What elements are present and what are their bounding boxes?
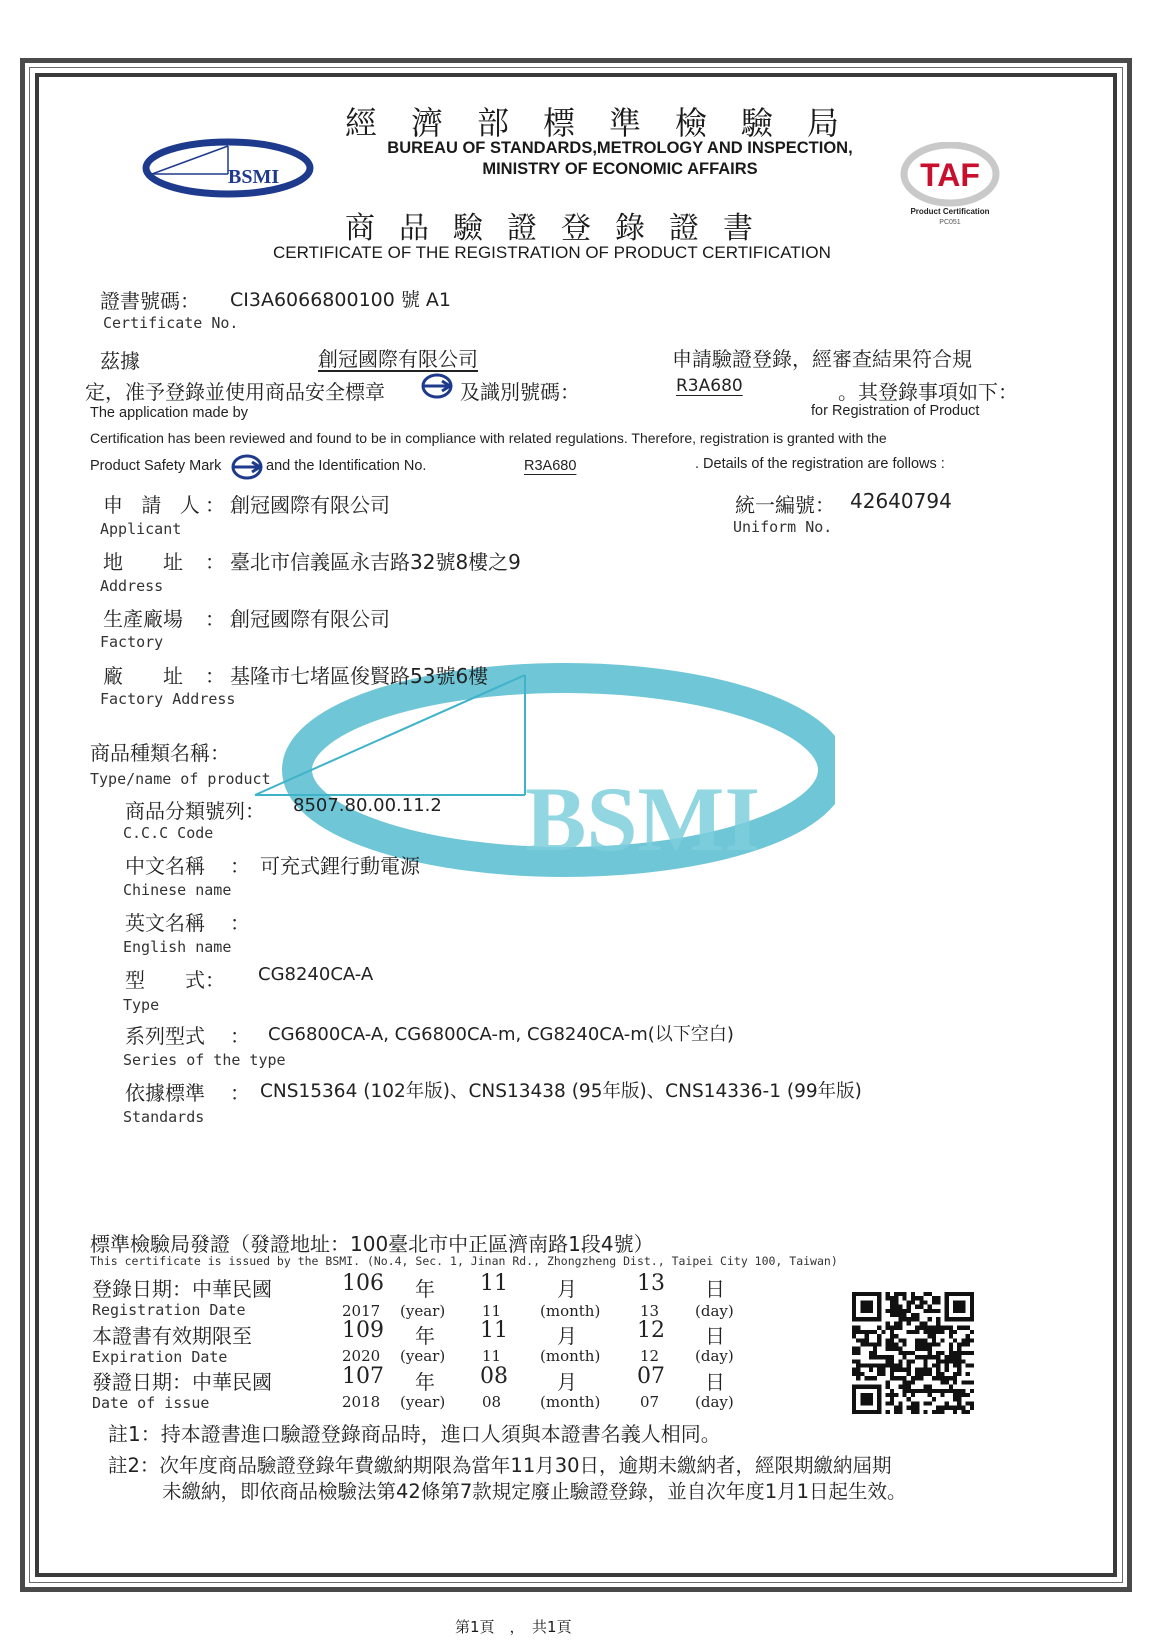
address-label-en: Address [100, 577, 164, 595]
registration-day-unit-en: (day) [695, 1302, 734, 1320]
certificate-title-zh: 商品驗證登錄證書 [345, 211, 777, 246]
bsmi-logo [140, 138, 315, 198]
registration-month: 11 [480, 1271, 508, 1296]
product-heading: 商品種類名稱： [90, 741, 230, 765]
expiration-ad-year: 2020 [342, 1347, 381, 1365]
factory-address-label: 廠 址 [103, 664, 183, 688]
taf-caption: Product Certification [910, 207, 990, 216]
english-name-colon: ： [230, 911, 250, 935]
factory-value: 創冠國際有限公司 [230, 607, 390, 631]
expiration-month: 11 [480, 1318, 508, 1343]
bureau-title-zh: 經濟部標準檢驗局 [345, 104, 874, 142]
registration-year-unit: 年 [415, 1277, 435, 1301]
uniform-no-label: 統一編號： [735, 493, 835, 517]
factory-address-colon: ： [205, 664, 225, 688]
certificate-no-label-en: Certificate No. [103, 314, 239, 332]
issue-date-label-en: Date of issue [92, 1394, 210, 1412]
standards-colon: ： [230, 1081, 250, 1105]
bureau-title-en-line2: MINISTRY OF ECONOMIC AFFAIRS [482, 160, 758, 178]
english-name-label-en: English name [123, 938, 232, 956]
chinese-name-colon: ： [230, 854, 250, 878]
statement-part1: 茲據 [100, 349, 140, 373]
factory-label-en: Factory [100, 633, 164, 651]
registration-day-unit: 日 [705, 1277, 725, 1301]
statement-en-line3-b: and the Identification No. [266, 458, 427, 474]
issue-date-label: 發證日期：中華民國 [92, 1370, 272, 1394]
address-label: 地 址 [103, 550, 183, 574]
english-name-label: 英文名稱 [125, 911, 205, 935]
statement-en-line3-id: R3A680 [524, 458, 577, 474]
issue-day-unit: 日 [705, 1370, 725, 1394]
issue-roc-year: 107 [342, 1364, 384, 1389]
type-value: CG8240CA-A [258, 964, 374, 985]
chinese-name-value: 可充式鋰行動電源 [260, 854, 420, 878]
ccc-label-en: C.C.C Code [123, 824, 214, 842]
expiration-ad-month: 11 [482, 1347, 502, 1365]
registration-month-unit: 月 [557, 1277, 577, 1301]
expiration-year-unit-en: (year) [400, 1347, 446, 1365]
registration-roc-year: 106 [342, 1271, 384, 1296]
issue-year-unit: 年 [415, 1370, 435, 1394]
issued-by-zh: 標準檢驗局發證（發證地址：100臺北市中正區濟南路1段4號） [90, 1232, 654, 1256]
standards-value: CNS15364 (102年版)、CNS13438 (95年版)、CNS14336-1 (99年版) [260, 1081, 862, 1102]
taf-logo [895, 142, 1005, 232]
registration-month-unit-en: (month) [540, 1302, 601, 1320]
expiration-day-unit-en: (day) [695, 1347, 734, 1365]
expiration-day-unit: 日 [705, 1324, 725, 1348]
issue-day: 07 [637, 1364, 665, 1389]
statement-en-line3-a: Product Safety Mark [90, 458, 222, 474]
expiration-roc-year: 109 [342, 1318, 384, 1343]
factory-address-label-en: Factory Address [100, 690, 236, 708]
issue-month: 08 [480, 1364, 508, 1389]
registration-date-label: 登錄日期：中華民國 [92, 1277, 272, 1301]
expiration-date-label-en: Expiration Date [92, 1348, 228, 1366]
registration-ad-year: 2017 [342, 1302, 381, 1320]
uniform-no-label-en: Uniform No. [733, 518, 833, 536]
watermark-bsmi-text: BSMI [525, 768, 761, 870]
chinese-name-label-en: Chinese name [123, 881, 232, 899]
registration-day: 13 [637, 1271, 665, 1296]
ccc-value: 8507.80.00.11.2 [293, 795, 442, 816]
issue-month-unit: 月 [557, 1370, 577, 1394]
chinese-name-label: 中文名稱 [125, 854, 205, 878]
ccc-label: 商品分類號列： [125, 799, 265, 823]
issue-ad-day: 07 [640, 1393, 660, 1411]
expiration-ad-day: 12 [640, 1347, 660, 1365]
expiration-date-label: 本證書有效期限至 [92, 1324, 252, 1348]
note-2-line2: 未繳納，即依商品檢驗法第42條第7款規定廢止驗證登錄，並自次年度1月1日起生效。 [162, 1480, 907, 1503]
statement-part4: 及識別號碼： [460, 380, 580, 404]
taf-code: PC051 [939, 219, 961, 226]
bsmi-logo-text: BSMI [228, 166, 280, 188]
uniform-no-value: 42640794 [850, 489, 952, 513]
series-value: CG6800CA-A, CG6800CA-m, CG8240CA-m(以下空白) [268, 1024, 734, 1045]
issue-month-unit-en: (month) [540, 1393, 601, 1411]
factory-address-value: 基隆市七堵區俊賢路53號6樓 [230, 664, 489, 688]
standards-label-en: Standards [123, 1108, 205, 1126]
statement-en-line1-left: The application made by [90, 405, 248, 421]
product-safety-mark-icon [420, 372, 454, 400]
statement-en-line1-right: for Registration of Product [811, 403, 980, 419]
registration-year-unit-en: (year) [400, 1302, 446, 1320]
page-number: 第1頁 ， 共1頁 [455, 1618, 572, 1636]
statement-part2: 申請驗證登錄，經審查結果符合規 [672, 347, 972, 371]
applicant-colon: ： [205, 493, 225, 517]
address-value: 臺北市信義區永吉路32號8樓之9 [230, 550, 521, 574]
expiration-month-unit-en: (month) [540, 1347, 601, 1365]
certificate-no-value: CI3A6066800100 號 A1 [230, 289, 452, 311]
expiration-month-unit: 月 [557, 1324, 577, 1348]
series-colon: ： [230, 1024, 250, 1048]
issue-ad-month: 08 [482, 1393, 502, 1411]
registration-ad-month: 11 [482, 1302, 502, 1320]
product-heading-en: Type/name of product [90, 770, 271, 788]
type-label-en: Type [123, 996, 160, 1014]
standards-label: 依據標準 [125, 1081, 205, 1105]
statement-company: 創冠國際有限公司 [318, 347, 478, 371]
issued-by-en: This certificate is issued by the BSMI. (No.4, Sec. 1, Jinan Rd., Zhongzheng Dist., Taipei City 100, Taiwan) [90, 1254, 838, 1268]
bureau-title-en-line1: BUREAU OF STANDARDS,METROLOGY AND INSPECTION, [387, 139, 853, 157]
qr-code[interactable] [852, 1292, 974, 1414]
issue-day-unit-en: (day) [695, 1393, 734, 1411]
statement-part3: 定，准予登錄並使用商品安全標章 [85, 380, 385, 404]
issue-ad-year: 2018 [342, 1393, 381, 1411]
series-label-en: Series of the type [123, 1051, 286, 1069]
address-colon: ： [205, 550, 225, 574]
applicant-label: 申 請 人 [103, 493, 206, 517]
taf-logo-text: TAF [920, 157, 980, 193]
expiration-day: 12 [637, 1318, 665, 1343]
registration-ad-day: 13 [640, 1302, 660, 1320]
registration-date-label-en: Registration Date [92, 1301, 246, 1319]
certificate-no-label: 證書號碼： [100, 289, 200, 313]
statement-en-line3-c: . Details of the registration are follows : [695, 456, 945, 472]
statement-en-line2: Certification has been reviewed and found to be in compliance with related regulations. Therefore, registration is granted with the [90, 430, 887, 446]
statement-part5: 。其登錄事項如下： [838, 380, 1018, 404]
expiration-year-unit: 年 [415, 1324, 435, 1348]
product-safety-mark-icon-small [230, 453, 264, 481]
statement-id-no: R3A680 [676, 376, 743, 396]
certificate-title-en: CERTIFICATE OF THE REGISTRATION OF PRODUCT CERTIFICATION [273, 243, 831, 262]
note-2-line1: 註2：次年度商品驗證登錄年費繳納期限為當年11月30日，逾期未繳納者，經限期繳納屆期 [108, 1454, 892, 1477]
series-label: 系列型式 [125, 1024, 205, 1048]
note-1: 註1：持本證書進口驗證登錄商品時，進口人須與本證書名義人相同。 [108, 1422, 721, 1446]
factory-label: 生產廠場 [103, 607, 183, 631]
factory-colon: ： [205, 607, 225, 631]
applicant-label-en: Applicant [100, 520, 182, 538]
issue-year-unit-en: (year) [400, 1393, 446, 1411]
type-label: 型 式： [125, 968, 225, 992]
applicant-value: 創冠國際有限公司 [230, 493, 390, 517]
